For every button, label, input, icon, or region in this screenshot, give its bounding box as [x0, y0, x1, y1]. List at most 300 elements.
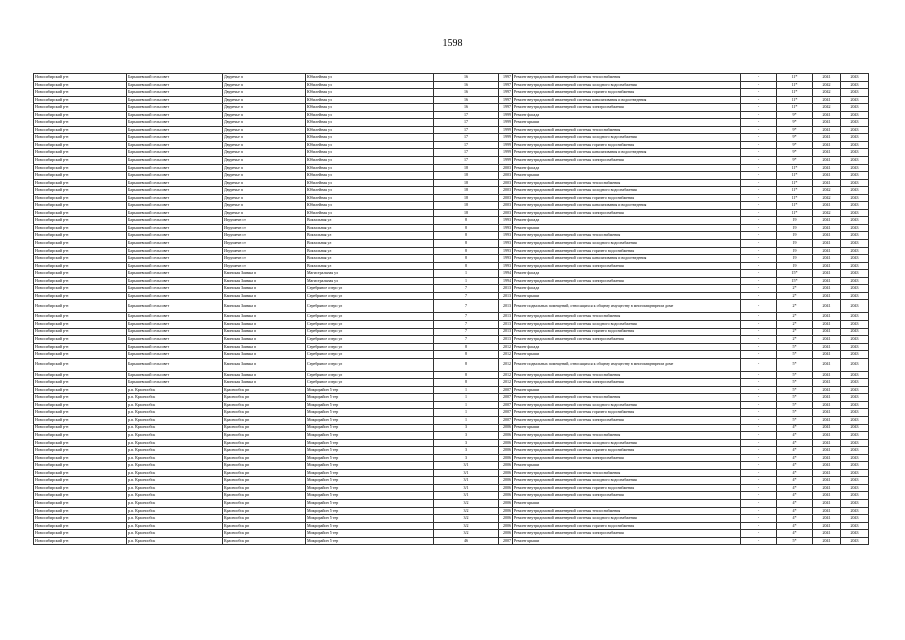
table-cell: 2043: [841, 424, 869, 432]
table-cell: Ремонт внутридомовой инженерной системы электроснабжения: [513, 379, 741, 387]
table-cell: 2041: [813, 224, 841, 232]
table-cell: 2041: [813, 126, 841, 134]
table-cell: Каинская Заимка п: [223, 371, 306, 379]
table-cell: р.п. Краснообск: [127, 432, 223, 440]
table-cell: Ремонт внутридомовой инженерной системы холодного водоснабжения: [513, 187, 741, 195]
table-cell: Краснообск рп: [223, 409, 306, 417]
table-cell: Барышевский сельсовет: [127, 111, 223, 119]
table-cell: 2013: [499, 292, 513, 300]
table-cell: 2043: [841, 217, 869, 225]
table-cell: Краснообск рп: [223, 401, 306, 409]
table-cell: Барышевский сельсовет: [127, 202, 223, 210]
table-cell: Двуречье п: [223, 209, 306, 217]
table-cell: 2003: [499, 164, 513, 172]
table-cell: -: [741, 119, 777, 127]
table-cell: 2041: [813, 371, 841, 379]
table-row: [34, 74, 869, 82]
table-cell: 17: [434, 134, 499, 142]
table-cell: 2043: [841, 507, 869, 515]
table-cell: 2043: [841, 247, 869, 255]
table-cell: Микрорайон 5 тер: [306, 424, 434, 432]
table-cell: Новосибирский р-н: [34, 401, 127, 409]
table-cell: Новосибирский р-н: [34, 507, 127, 515]
table-cell: Краснообск рп: [223, 432, 306, 440]
table-cell: Серебряное озеро ул: [306, 343, 434, 351]
table-cell: Ремонт внутридомовой инженерной системы холодного водоснабжения: [513, 439, 741, 447]
table-cell: 3: [434, 454, 499, 462]
table-cell: Барышевский сельсовет: [127, 172, 223, 180]
table-cell: 4*: [777, 492, 813, 500]
table-cell: 1993: [499, 224, 513, 232]
table-cell: 1999: [499, 119, 513, 127]
table-cell: 2006: [499, 522, 513, 530]
table-cell: 3/2: [434, 507, 499, 515]
table-cell: 16: [434, 104, 499, 112]
table-cell: 8: [434, 351, 499, 359]
table-row: [34, 292, 869, 300]
table-cell: 19: [777, 240, 813, 248]
table-cell: 1993: [499, 247, 513, 255]
table-cell: Магистральная ул: [306, 270, 434, 278]
table-cell: Новосибирский р-н: [34, 416, 127, 424]
table-cell: Микрорайон 5 тер: [306, 447, 434, 455]
table-cell: Новосибирский р-н: [34, 336, 127, 344]
table-cell: Ремонт внутридомовой инженерной системы холодного водоснабжения: [513, 240, 741, 248]
table-cell: Каинская Заимка п: [223, 277, 306, 285]
table-cell: Микрорайон 5 тер: [306, 454, 434, 462]
table-row: [34, 386, 869, 394]
table-cell: Барышевский сельсовет: [127, 270, 223, 278]
table-cell: Барышевский сельсовет: [127, 247, 223, 255]
table-cell: -: [741, 74, 777, 82]
table-cell: 2012: [499, 358, 513, 371]
table-cell: Ремонт внутридомовой инженерной системы горячего водоснабжения: [513, 484, 741, 492]
table-cell: 11*: [777, 89, 813, 97]
table-cell: 2043: [841, 386, 869, 394]
table-cell: Ремонт внутридомовой инженерной системы холодного водоснабжения: [513, 401, 741, 409]
table-cell: р.п. Краснообск: [127, 484, 223, 492]
table-cell: Микрорайон 5 тер: [306, 394, 434, 402]
table-cell: 11*: [777, 74, 813, 82]
table-cell: -: [741, 515, 777, 523]
table-cell: 4*: [777, 499, 813, 507]
table-cell: 2042: [813, 104, 841, 112]
table-row: [34, 416, 869, 424]
table-row: [34, 401, 869, 409]
table-cell: Серебряное озеро ул: [306, 351, 434, 359]
table-cell: 2043: [841, 336, 869, 344]
table-cell: 2041: [813, 285, 841, 293]
table-cell: Ремонт крыши: [513, 224, 741, 232]
table-cell: 3/2: [434, 522, 499, 530]
table-cell: 2003: [499, 172, 513, 180]
table-cell: 1997: [499, 74, 513, 82]
table-cell: 2043: [841, 343, 869, 351]
table-cell: 2006: [499, 477, 513, 485]
table-cell: Краснообск рп: [223, 515, 306, 523]
table-cell: 2043: [841, 515, 869, 523]
table-cell: р.п. Краснообск: [127, 454, 223, 462]
table-cell: Барышевский сельсовет: [127, 224, 223, 232]
table-cell: 19: [777, 217, 813, 225]
table-cell: 2041: [813, 424, 841, 432]
table-cell: Ремонт фасада: [513, 285, 741, 293]
table-cell: 2041: [813, 134, 841, 142]
table-row: [34, 358, 869, 371]
table-cell: 3: [434, 432, 499, 440]
table-cell: Новосибирский р-н: [34, 262, 127, 270]
table-cell: 2043: [841, 224, 869, 232]
table-row: [34, 285, 869, 293]
table-cell: 5*: [777, 351, 813, 359]
table-cell: Серебряное озеро ул: [306, 379, 434, 387]
table-cell: 2041: [813, 447, 841, 455]
table-cell: 4*: [777, 530, 813, 538]
table-cell: Ремонт внутридомовой инженерной системы электроснабжения: [513, 336, 741, 344]
table-cell: 2043: [841, 447, 869, 455]
table-cell: Игрушечн ст: [223, 217, 306, 225]
table-cell: 2043: [841, 270, 869, 278]
table-cell: -: [741, 424, 777, 432]
table-row: [34, 141, 869, 149]
table-cell: Новосибирский р-н: [34, 270, 127, 278]
table-cell: Новосибирский р-н: [34, 424, 127, 432]
table-cell: 2*: [777, 328, 813, 336]
table-cell: Ремонт крыши: [513, 462, 741, 470]
table-cell: 3: [434, 439, 499, 447]
table-cell: 1993: [499, 262, 513, 270]
table-cell: 2041: [813, 416, 841, 424]
table-cell: Каинская Заимка п: [223, 343, 306, 351]
table-cell: 19: [777, 232, 813, 240]
table-cell: Барышевский сельсовет: [127, 285, 223, 293]
table-row: [34, 469, 869, 477]
table-row: [34, 202, 869, 210]
table-cell: 18: [434, 164, 499, 172]
table-cell: Барышевский сельсовет: [127, 157, 223, 165]
table-row: [34, 328, 869, 336]
table-cell: Новосибирский р-н: [34, 358, 127, 371]
table-cell: 1: [434, 277, 499, 285]
table-cell: -: [741, 141, 777, 149]
table-cell: р.п. Краснообск: [127, 530, 223, 538]
table-cell: 18: [434, 209, 499, 217]
table-cell: Игрушечн ст: [223, 232, 306, 240]
table-cell: 2043: [841, 179, 869, 187]
table-cell: 2007: [499, 401, 513, 409]
table-cell: 2041: [813, 157, 841, 165]
table-cell: -: [741, 394, 777, 402]
table-cell: 2041: [813, 172, 841, 180]
table-cell: Каинская Заимка п: [223, 358, 306, 371]
table-cell: 2041: [813, 343, 841, 351]
table-cell: 1994: [499, 270, 513, 278]
table-cell: 1994: [499, 277, 513, 285]
table-cell: 2043: [841, 351, 869, 359]
table-cell: -: [741, 386, 777, 394]
table-cell: Ремонт внутридомовой инженерной системы электроснабжения: [513, 277, 741, 285]
table-cell: 2041: [813, 164, 841, 172]
table-cell: 2006: [499, 432, 513, 440]
table-cell: -: [741, 232, 777, 240]
table-cell: -: [741, 416, 777, 424]
table-cell: 4*: [777, 424, 813, 432]
table-cell: 19: [777, 247, 813, 255]
table-cell: 2*: [777, 300, 813, 313]
table-cell: Ремонт внутридомовой инженерной системы горячего водоснабжения: [513, 141, 741, 149]
table-cell: -: [741, 320, 777, 328]
table-cell: 7: [434, 313, 499, 321]
table-cell: р.п. Краснообск: [127, 499, 223, 507]
table-cell: Юбилейная ул: [306, 202, 434, 210]
table-cell: Юбилейная ул: [306, 164, 434, 172]
table-cell: -: [741, 351, 777, 359]
table-cell: 2043: [841, 187, 869, 195]
table-cell: Новосибирский р-н: [34, 164, 127, 172]
table-cell: -: [741, 217, 777, 225]
table-body: [34, 74, 869, 545]
table-cell: Ремонт внутридомовой инженерной системы теплоснабжения: [513, 432, 741, 440]
table-cell: -: [741, 313, 777, 321]
table-cell: Юбилейная ул: [306, 89, 434, 97]
table-cell: 2012: [499, 379, 513, 387]
table-cell: 1999: [499, 157, 513, 165]
table-cell: 4*: [777, 469, 813, 477]
table-cell: Каинская Заимка п: [223, 270, 306, 278]
table-row: [34, 232, 869, 240]
table-cell: Двуречье п: [223, 187, 306, 195]
table-cell: 2043: [841, 537, 869, 545]
table-cell: 2012: [499, 343, 513, 351]
table-cell: 2006: [499, 530, 513, 538]
table-cell: Новосибирский р-н: [34, 126, 127, 134]
table-cell: 2043: [841, 149, 869, 157]
table-cell: -: [741, 277, 777, 285]
table-cell: 2*: [777, 320, 813, 328]
table-cell: 19: [777, 262, 813, 270]
table-cell: 2007: [499, 537, 513, 545]
table-cell: 4*: [777, 454, 813, 462]
table-cell: Ремонт внутридомовой инженерной системы холодного водоснабжения: [513, 134, 741, 142]
table-row: [34, 499, 869, 507]
table-cell: Вокзальная ул: [306, 247, 434, 255]
table-cell: 16: [434, 74, 499, 82]
table-cell: Серебряное озеро ул: [306, 358, 434, 371]
table-row: [34, 224, 869, 232]
table-cell: Новосибирский р-н: [34, 537, 127, 545]
table-cell: Ремонт внутридомовой инженерной системы холодного водоснабжения: [513, 320, 741, 328]
table-cell: Микрорайон 5 тер: [306, 432, 434, 440]
table-cell: Новосибирский р-н: [34, 351, 127, 359]
table-cell: Каинская Заимка п: [223, 313, 306, 321]
table-cell: Ремонт внутридомовой инженерной системы горячего водоснабжения: [513, 247, 741, 255]
table-cell: Барышевский сельсовет: [127, 194, 223, 202]
table-row: [34, 111, 869, 119]
table-cell: Микрорайон 5 тер: [306, 499, 434, 507]
table-cell: 1: [434, 270, 499, 278]
table-cell: р.п. Краснообск: [127, 424, 223, 432]
table-cell: 7: [434, 285, 499, 293]
table-cell: Барышевский сельсовет: [127, 262, 223, 270]
table-row: [34, 394, 869, 402]
table-cell: р.п. Краснообск: [127, 477, 223, 485]
table-cell: 2041: [813, 462, 841, 470]
table-cell: Новосибирский р-н: [34, 187, 127, 195]
table-cell: Ремонт фасада: [513, 343, 741, 351]
table-cell: Новосибирский р-н: [34, 530, 127, 538]
table-cell: Ремонт внутридомовой инженерной системы горячего водоснабжения: [513, 328, 741, 336]
table-cell: Микрорайон 5 тер: [306, 530, 434, 538]
table-cell: Новосибирский р-н: [34, 469, 127, 477]
table-cell: 17: [434, 119, 499, 127]
table-cell: 1: [434, 416, 499, 424]
table-cell: Ремонт внутридомовой инженерной системы электроснабжения: [513, 104, 741, 112]
table-cell: Микрорайон 5 тер: [306, 477, 434, 485]
table-cell: Вокзальная ул: [306, 217, 434, 225]
table-cell: Новосибирский р-н: [34, 141, 127, 149]
table-cell: Новосибирский р-н: [34, 371, 127, 379]
table-cell: 2043: [841, 111, 869, 119]
table-cell: р.п. Краснообск: [127, 401, 223, 409]
table-cell: Каинская Заимка п: [223, 351, 306, 359]
table-cell: Краснообск рп: [223, 484, 306, 492]
table-cell: р.п. Краснообск: [127, 394, 223, 402]
table-cell: 16: [434, 89, 499, 97]
table-cell: Ремонт крыши: [513, 292, 741, 300]
table-cell: 3/1: [434, 492, 499, 500]
table-cell: 2006: [499, 462, 513, 470]
table-cell: Двуречье п: [223, 81, 306, 89]
table-cell: Барышевский сельсовет: [127, 74, 223, 82]
table-cell: 2043: [841, 74, 869, 82]
table-cell: Новосибирский р-н: [34, 432, 127, 440]
table-row: [34, 157, 869, 165]
table-row: [34, 462, 869, 470]
table-cell: 1997: [499, 89, 513, 97]
table-cell: 2042: [813, 89, 841, 97]
table-cell: 5*: [777, 379, 813, 387]
table-cell: 5*: [777, 409, 813, 417]
table-cell: р.п. Краснообск: [127, 537, 223, 545]
table-cell: р.п. Краснообск: [127, 386, 223, 394]
table-cell: 3/1: [434, 477, 499, 485]
table-cell: р.п. Краснообск: [127, 515, 223, 523]
table-cell: 5*: [777, 537, 813, 545]
table-cell: Ремонт крыши: [513, 499, 741, 507]
table-cell: 17: [434, 111, 499, 119]
table-row: [34, 313, 869, 321]
table-cell: 2041: [813, 247, 841, 255]
table-cell: Микрорайон 5 тер: [306, 439, 434, 447]
repair-schedule-table: [33, 73, 869, 545]
table-cell: 1: [434, 401, 499, 409]
table-cell: 2007: [499, 394, 513, 402]
table-cell: 2003: [499, 179, 513, 187]
table-cell: Краснообск рп: [223, 530, 306, 538]
table-cell: Двуречье п: [223, 141, 306, 149]
table-cell: Двуречье п: [223, 149, 306, 157]
table-cell: Каинская Заимка п: [223, 336, 306, 344]
table-cell: 9*: [777, 126, 813, 134]
table-cell: Барышевский сельсовет: [127, 255, 223, 263]
table-cell: -: [741, 300, 777, 313]
table-cell: 2041: [813, 141, 841, 149]
table-cell: 11*: [777, 209, 813, 217]
table-cell: Барышевский сельсовет: [127, 81, 223, 89]
table-cell: -: [741, 202, 777, 210]
table-cell: -: [741, 262, 777, 270]
table-cell: Барышевский сельсовет: [127, 164, 223, 172]
table-cell: 2041: [813, 149, 841, 157]
table-cell: 2041: [813, 492, 841, 500]
table-row: [34, 240, 869, 248]
table-cell: 2041: [813, 255, 841, 263]
table-cell: -: [741, 96, 777, 104]
table-cell: 8: [434, 262, 499, 270]
table-cell: 2043: [841, 89, 869, 97]
table-cell: 11*: [777, 96, 813, 104]
table-cell: 2012: [499, 371, 513, 379]
table-cell: Ремонт внутридомовой инженерной системы горячего водоснабжения: [513, 447, 741, 455]
table-cell: Новосибирский р-н: [34, 81, 127, 89]
table-cell: -: [741, 409, 777, 417]
table-cell: -: [741, 149, 777, 157]
table-cell: Новосибирский р-н: [34, 240, 127, 248]
table-cell: Новосибирский р-н: [34, 454, 127, 462]
table-cell: 2043: [841, 134, 869, 142]
table-cell: 2007: [499, 386, 513, 394]
table-cell: Барышевский сельсовет: [127, 104, 223, 112]
table-cell: р.п. Краснообск: [127, 439, 223, 447]
table-row: [34, 507, 869, 515]
table-cell: Новосибирский р-н: [34, 172, 127, 180]
table-cell: -: [741, 179, 777, 187]
table-cell: Барышевский сельсовет: [127, 351, 223, 359]
table-cell: Ремонт внутридомовой инженерной системы горячего водоснабжения: [513, 409, 741, 417]
table-cell: 3/2: [434, 530, 499, 538]
table-cell: Ремонт внутридомовой инженерной системы холодного водоснабжения: [513, 515, 741, 523]
table-cell: Двуречье п: [223, 179, 306, 187]
table-cell: 2043: [841, 469, 869, 477]
table-cell: 7: [434, 336, 499, 344]
table-cell: Барышевский сельсовет: [127, 119, 223, 127]
table-cell: -: [741, 81, 777, 89]
table-cell: 8: [434, 379, 499, 387]
table-cell: 2041: [813, 320, 841, 328]
table-cell: 4*: [777, 507, 813, 515]
table-cell: -: [741, 224, 777, 232]
table-cell: 2041: [813, 401, 841, 409]
table-cell: 2041: [813, 217, 841, 225]
table-cell: -: [741, 194, 777, 202]
table-cell: Барышевский сельсовет: [127, 187, 223, 195]
table-cell: Двуречье п: [223, 164, 306, 172]
table-cell: -: [741, 454, 777, 462]
table-cell: Серебряное озеро ул: [306, 292, 434, 300]
table-cell: Микрорайон 5 тер: [306, 386, 434, 394]
table-row: [34, 255, 869, 263]
table-cell: 2041: [813, 336, 841, 344]
table-cell: -: [741, 104, 777, 112]
table-cell: 2006: [499, 424, 513, 432]
table-cell: 2043: [841, 379, 869, 387]
table-cell: Новосибирский р-н: [34, 232, 127, 240]
table-cell: Краснообск рп: [223, 537, 306, 545]
table-row: [34, 217, 869, 225]
table-cell: Новосибирский р-н: [34, 217, 127, 225]
table-row: [34, 81, 869, 89]
table-row: [34, 484, 869, 492]
